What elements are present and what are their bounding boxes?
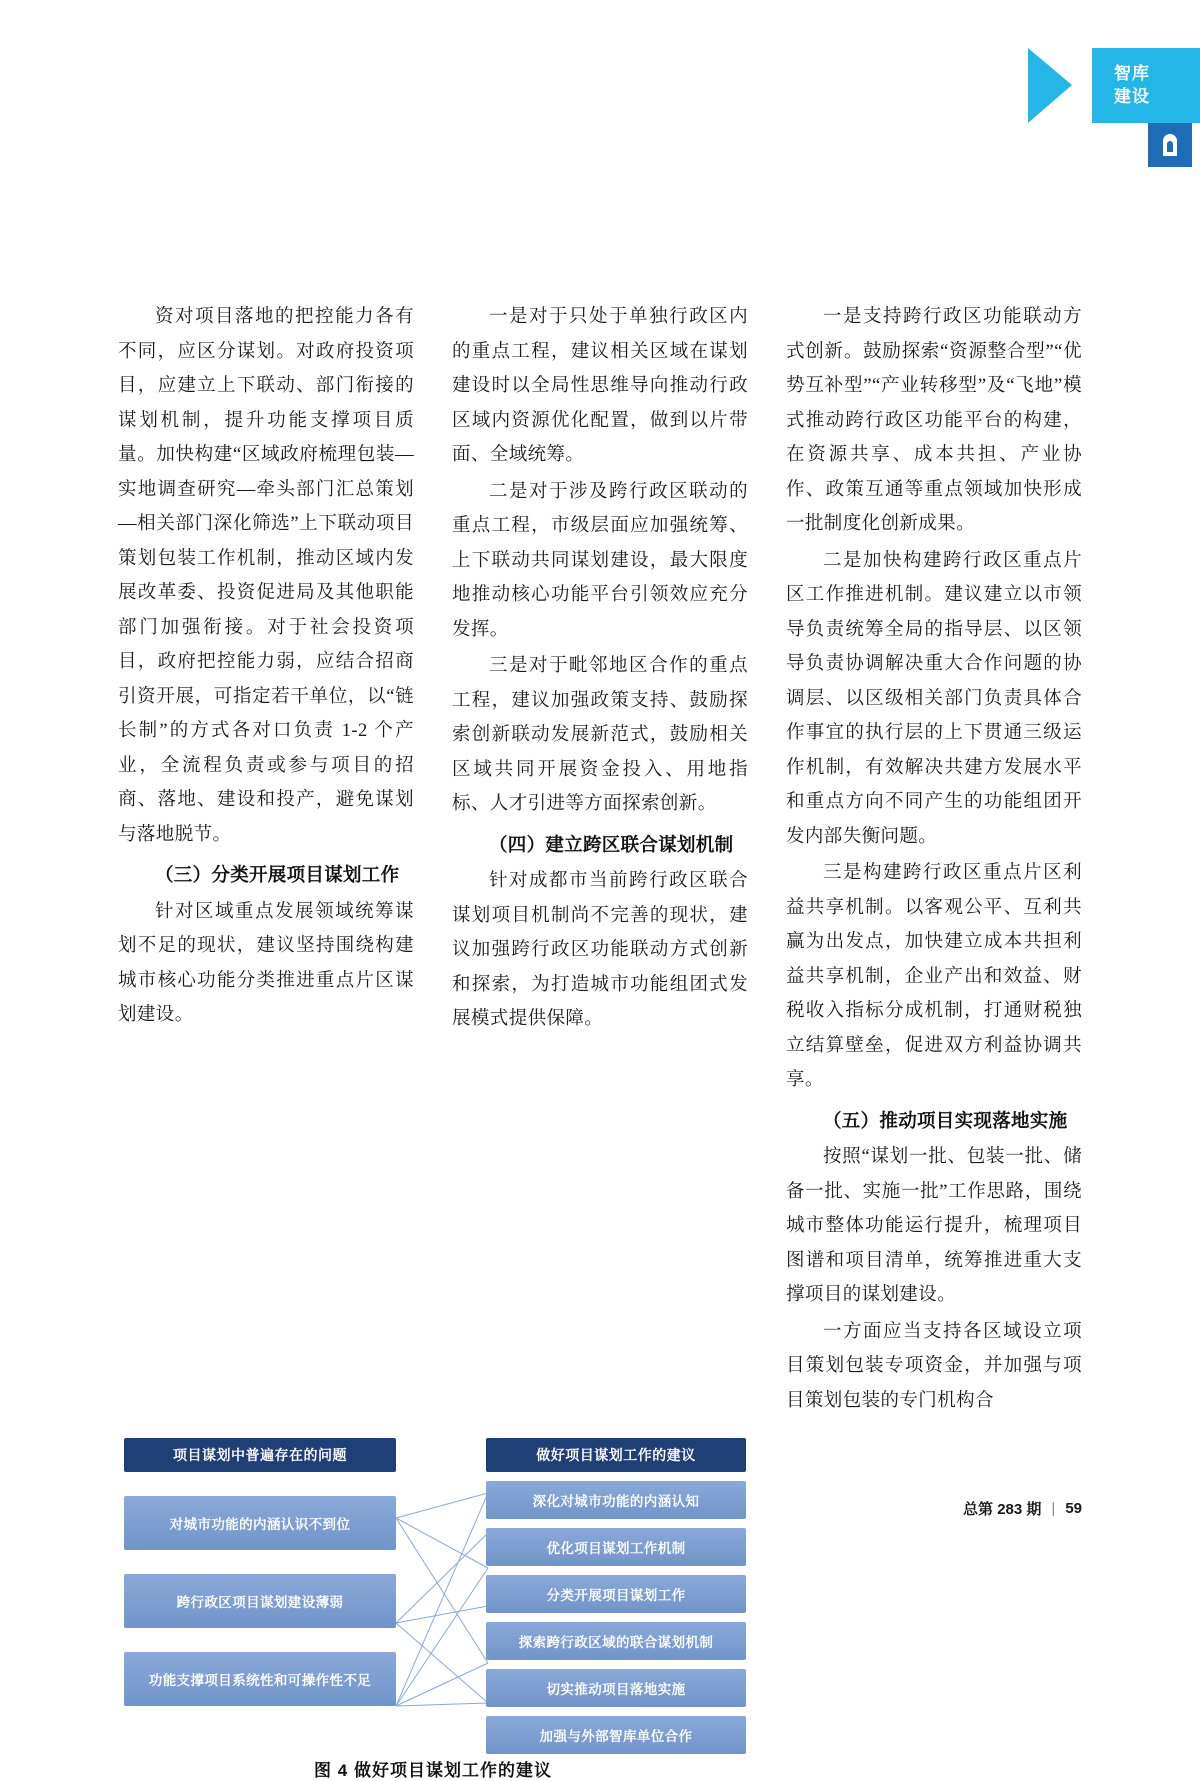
paragraph: 针对成都市当前跨行政区联合谋划项目机制尚不完善的现状，建议加强跨行政区功能联动方式创新和探索，为打造城市功能组团式发展模式提供保障。 — [452, 871, 748, 1029]
tab-arrow-shape — [1028, 48, 1072, 123]
page-footer — [963, 1498, 1082, 1519]
figure-right-item: 探索跨行政区域的联合谋划机制 — [486, 1622, 746, 1660]
figure-right-item: 切实推动项目落地实施 — [486, 1669, 746, 1707]
paragraph: 三是构建跨行政区重点片区利益共享机制。以客观公平、互利共赢为出发点，加快建立成本共担利益共享机制，企业产出和效益、财税收入指标分成机制，打通财税独立结算壁垒，促进双方利益协调共享。 — [786, 863, 1082, 1090]
figure-right-item: 优化项目谋划工作机制 — [486, 1528, 746, 1566]
figure-diagram — [118, 1438, 748, 1744]
figure-left-item: 对城市功能的内涵认识不到位 — [124, 1496, 396, 1550]
paragraph: 资对项目落地的把控能力各有不同，应区分谋划。对政府投资项目，应建立上下联动、部门衔接的谋划机制，提升功能支撑项目质量。加快构建“区域政府梳理包装—实地调查研究—牵头部门汇总策划—相关部门深化筛选”上下联动项目策划包装工作机制，推动区域内发展改革委、投资促进局及其他职能部门加强衔接。对于社会投资项目，政府把控能力弱，应结合招商引资开展，可指定若干单位，以“链长制”的方式各对口负责 1-2 个产业，全流程负责或参与项目的招商、落地、建设和投产，避免谋划与落地脱节。 — [118, 307, 414, 845]
paragraph: 针对区域重点发展领域统筹谋划不足的现状，建议坚持围绕构建城市核心功能分类推进重点片区谋划建设。 — [118, 901, 414, 1025]
paragraph: 一是支持跨行政区功能联动方式创新。鼓励探索“资源整合型”“优势互补型”“产业转移型”及“飞地”模式推动跨行政区功能平台的构建，在资源共享、成本共担、产业协作、政策互通等重点领域加快形成一批制度化创新成果。 — [786, 307, 1082, 534]
paragraph: 一方面应当支持各区域设立项目策划包装专项资金，并加强与项目策划包装的专门机构合 — [786, 1321, 1082, 1411]
figure-right-item: 分类开展项目谋划工作 — [486, 1575, 746, 1613]
figure-left-item: 功能支撑项目系统性和可操作性不足 — [124, 1652, 396, 1706]
figure-right-title: 做好项目谋划工作的建议 — [486, 1438, 746, 1472]
shield-icon — [1148, 123, 1192, 167]
paragraph: 一是对于只处于单独行政区内的重点工程，建议相关区域在谋划建设时以全局性思维导向推动行政区域内资源优化配置，做到以片带面、全域统筹。 — [452, 307, 748, 465]
figure-left-title: 项目谋划中普遍存在的问题 — [124, 1438, 396, 1472]
figure-right-group — [486, 1438, 746, 1754]
paragraph: 三是对于毗邻地区合作的重点工程，建议加强政策支持、鼓励探索创新联动发展新范式，鼓励相关区域共同开展资金投入、用地指标、人才引进等方面探索创新。 — [452, 656, 748, 814]
figure-right-item: 深化对城市功能的内涵认知 — [486, 1481, 746, 1519]
column-middle — [452, 300, 748, 1420]
page-number: 59 — [1065, 1500, 1082, 1517]
tab-label-line2: 建设 — [1114, 87, 1150, 106]
figure-4 — [118, 1438, 748, 1781]
article-body — [118, 300, 1083, 1781]
tab-label-line1: 智库 — [1114, 64, 1150, 83]
paragraph: 按照“谋划一批、包装一批、储备一批、实施一批”工作思路，围绕城市整体功能运行提升，梳理项目图谱和项目清单，统筹推进重大支撑项目的谋划建设。 — [786, 1147, 1082, 1305]
paragraph: 二是对于涉及跨行政区联动的重点工程，市级层面应加强统筹、上下联动共同谋划建设，最大限度地推动核心功能平台引领效应充分发挥。 — [452, 481, 748, 640]
footer-separator: | — [1051, 1500, 1056, 1517]
figure-left-item: 跨行政区项目谋划建设薄弱 — [124, 1574, 396, 1628]
figure-caption: 图 4 做好项目谋划工作的建议 — [314, 1761, 552, 1780]
section-heading: （四）建立跨区联合谋划机制 — [489, 833, 734, 855]
issue-label: 总第 283 期 — [963, 1501, 1042, 1518]
tab-label-block — [1092, 48, 1200, 123]
section-heading: （五）推动项目实现落地实施 — [823, 1109, 1068, 1131]
column-left — [118, 300, 414, 1420]
section-heading: （三）分类开展项目谋划工作 — [155, 864, 400, 885]
section-tab — [1070, 48, 1200, 123]
figure-right-item: 加强与外部智库单位合作 — [486, 1716, 746, 1754]
three-column-layout — [118, 300, 1083, 1420]
column-right — [786, 300, 1082, 1420]
shield-icon-glyph — [1163, 134, 1177, 156]
paragraph: 二是加快构建跨行政区重点片区工作推进机制。建议建立以市领导负责统筹全局的指导层、以区领导负责协调解决重大合作问题的协调层、以区级相关部门负责具体合作事宜的执行层的上下贯通三级运作机制，有效解决共建方发展水平和重点方向不同产生的功能组团开发内部失衡问题。 — [786, 550, 1082, 847]
figure-left-group — [124, 1438, 396, 1706]
